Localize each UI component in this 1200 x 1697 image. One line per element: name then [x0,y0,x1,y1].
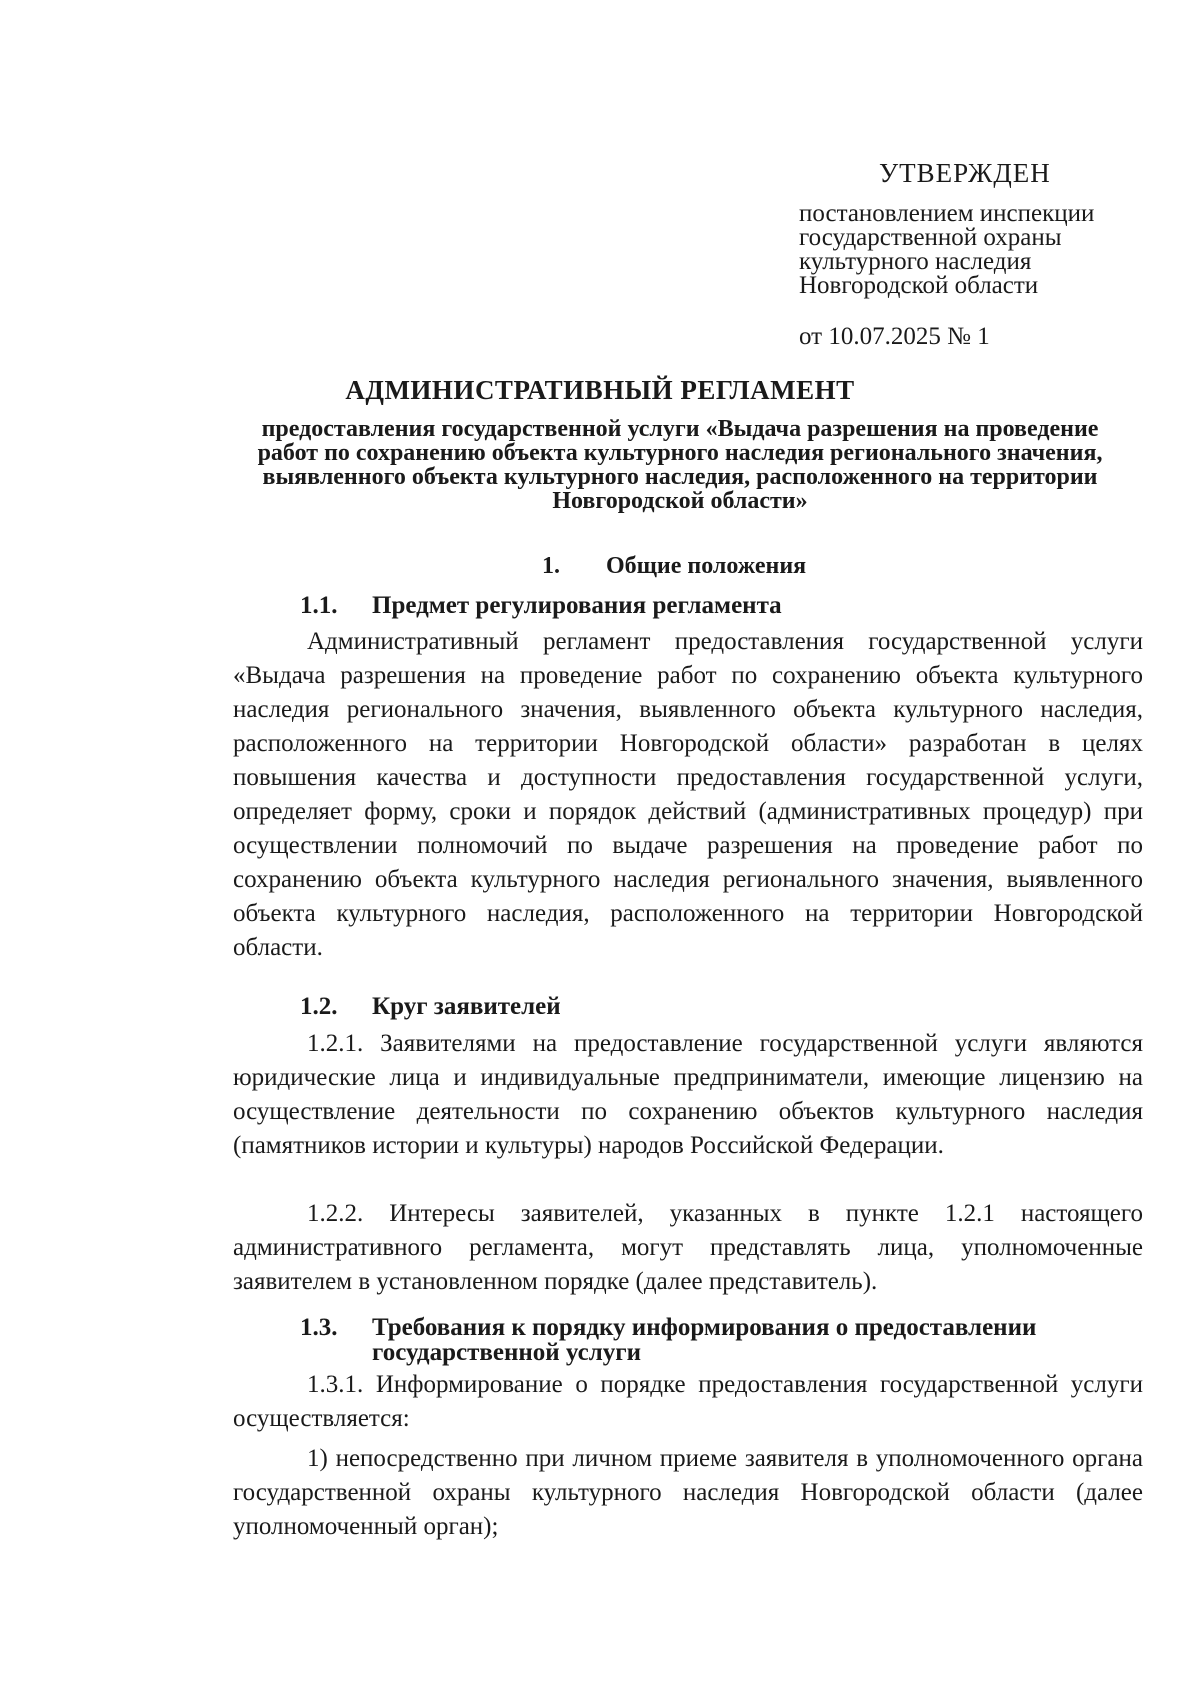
subsection-number: 1.1. [300,592,338,619]
approval-line: государственной охраны [799,224,1062,251]
paragraph-1-2-2: 1.2.2. Интересы заявителей, указанных в пункте 1.2.1 настоящего административного регламента, могут представлять лица, уполномоченные заявителем в установленном порядке (далее представитель). [233,1200,1143,1295]
subsection-number: 1.3. [300,1314,338,1341]
paragraph-1-3-1-item-1: 1) непосредственно при личном приеме заявителя в уполномоченного органа государственной охраны культурного наследия Новгородской области (далее уполномоченный орган); [233,1445,1143,1540]
subsection-title: Круг заявителей [372,993,561,1020]
approval-lines [799,202,1129,298]
approval-line: Новгородской области [799,272,1039,299]
paragraph-1-1: Административный регламент предоставления государственной услуги «Выдача разрешения на проведение работ по сохранению объекта культурного наследия регионального значения, выявленного объекта культурного наследия, расположенного на территории Новгородской области» разработан в целях повышения качества и доступности предоставления государственной услуги, определяет форму, сроки и порядок действий (административных процедур) при осуществлении полномочий по выдаче разрешения на проведение работ по сохранению объекта культурного наследия регионального значения, выявленного объекта культурного наследия, расположенного на территории Новгородской области. [233,628,1143,961]
section-number: 1. [542,553,560,579]
approval-line: постановлением инспекции [799,200,1095,227]
paragraph-1-2-1: 1.2.1. Заявителями на предоставление государственной услуги являются юридические лица и индивидуальные предприниматели, имеющие лицензию на осуществление деятельности по сохранению объектов культурного наследия (памятников истории и культуры) народов Российской Федерации. [233,1030,1143,1159]
section-title: Общие положения [606,553,807,579]
approval-date: от 10.07.2025 № 1 [799,323,990,350]
subsection-1-3-heading [300,1315,1132,1365]
document-subtitle: предоставления государственной услуги «Выдача разрешения на проведение работ по сохранению объекта культурного наследия регионального значения, выявленного объекта культурного наследия, расположенного на территории Новгородской области» [257,416,1103,514]
subsection-title: Предмет регулирования регламента [372,592,782,619]
approval-line: культурного наследия [799,248,1032,275]
approval-title: УТВЕРЖДЕН [879,158,1051,188]
document-title: АДМИНИСТРАТИВНЫЙ РЕГЛАМЕНТ [345,375,855,405]
subsection-number: 1.2. [300,993,338,1020]
subsection-1-2-heading [300,994,1132,1019]
approval-stamp-block [799,158,1129,352]
paragraph-1-3-1: 1.3.1. Информирование о порядке предоставления государственной услуги осуществляется: [233,1371,1143,1432]
subsection-1-1-heading [300,593,1132,618]
section-1-heading [542,553,806,580]
subsection-title: Требования к порядку информирования о предоставлении государственной услуги [372,1314,1037,1366]
